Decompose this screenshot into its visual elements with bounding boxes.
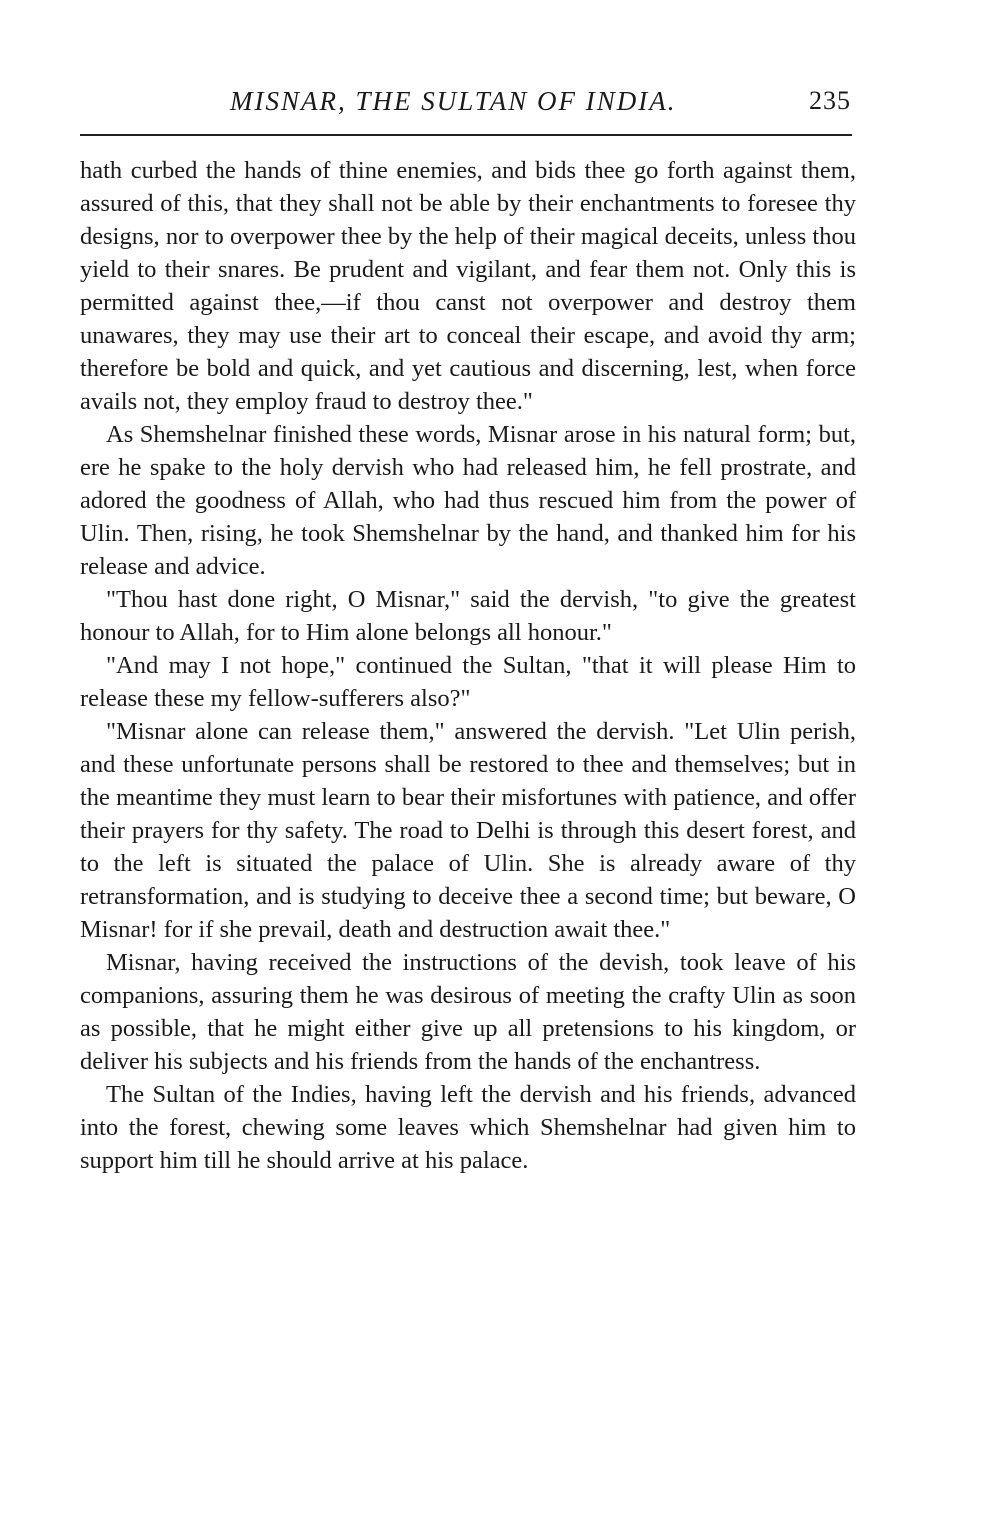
running-head [80,86,855,126]
paragraph-2: As Shemshelnar finished these words, Misnar arose in his natural form; but, ere he spake to the holy dervish who had released him, he fell prostrate, and adored the goodness of Allah, who had thus rescued him from the power of Ulin. Then, rising, he took Shemshelnar by the hand, and thanked him for his release and advice. [80,421,856,580]
paragraph-4: "And may I not hope," continued the Sultan, "that it will please Him to release these my fellow-sufferers also?" [80,652,856,712]
paragraph-6: Misnar, having received the instructions of the devish, took leave of his companions, assuring them he was desirous of meeting the crafty Ulin as soon as possible, that he might either give up all pretensions to his kingdom, or deliver his subjects and his friends from the hands of the enchantress. [80,949,856,1075]
paragraph-5: "Misnar alone can release them," answered the dervish. "Let Ulin perish, and these unfortunate persons shall be restored to thee and themselves; but in the meantime they must learn to bear their misfortunes with patience, and offer their prayers for thy safety. The road to Delhi is through this desert forest, and to the left is situated the palace of Ulin. She is already aware of thy retransformation, and is studying to deceive thee a second time; but beware, O Misnar! for if she prevail, death and destruction await thee." [80,718,856,943]
page-number: 235 [809,86,851,115]
paragraph-1: hath curbed the hands of thine enemies, and bids thee go forth against them, assured of this, that they shall not be able by their enchantments to foresee thy designs, nor to overpower thee by the help of their magical deceits, unless thou yield to their snares. Be prudent and vigilant, and fear them not. Only this is permitted against thee,—if thou canst not overpower and destroy them unawares, they may use their art to conceal their escape, and avoid thy arm; therefore be bold and quick, and yet cautious and discerning, lest, when force avails not, they employ fraud to destroy thee." [80,157,856,415]
paragraph-7: The Sultan of the Indies, having left the dervish and his friends, advanced into the forest, chewing some leaves which Shemshelnar had given him to support him till he should arrive at his palace. [80,1081,856,1174]
running-title: MISNAR, THE SULTAN OF INDIA. [230,86,677,116]
body-text [80,154,856,1177]
paragraph-3: "Thou hast done right, O Misnar," said the dervish, "to give the greatest honour to Allah, for to Him alone belongs all honour." [80,586,856,646]
header-rule [80,134,852,136]
